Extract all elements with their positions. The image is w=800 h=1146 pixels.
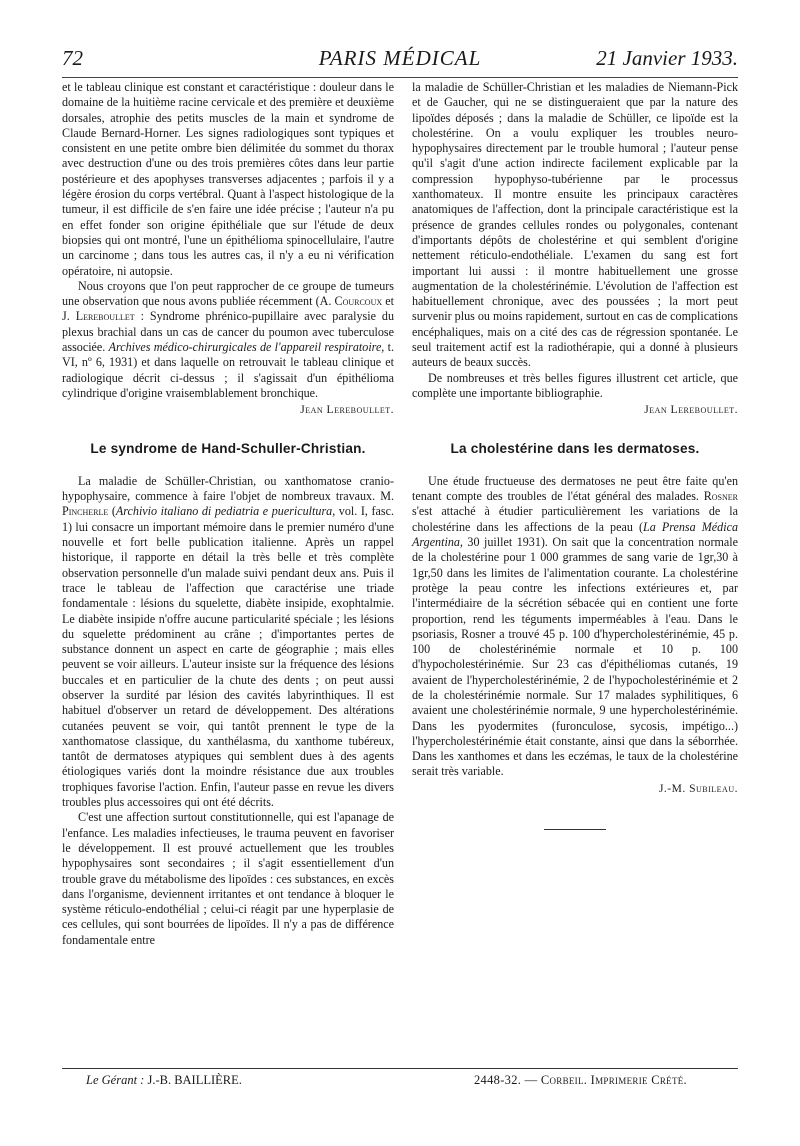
author-name: Lereboullet xyxy=(75,309,135,324)
footer-gerant: Le Gérant : J.-B. BAILLIÈRE. xyxy=(86,1073,242,1087)
author-name: Courcoux xyxy=(334,294,383,309)
paragraph: La maladie de Schüller-Christian, ou xanthomatose cranio-hypophysaire, commence à faire l'objet de nombreux travaux. M. Pincherle (Archivio italiano di pediatria e puericultura, vol. I, fasc. 1) lui consacre un important mémoire dans le premier numéro d'une nouvelle et fort belle publication italienne. Après un rappel historique, il rapporte en détail la très belle et très complète observation personnelle d'un malade suivi pendant deux ans. Puis il trace le tableau de l'affection que caractérise une triade fondamentale : lésions du squelette, diabète insipide, exophtalmie. Le diabète insipide n'offre aucune particularité spéciale ; les lésions du squelette prédominent au crâne ; d'importantes pertes de substance donnent un aspect en carte de géographie ; mais elles peuvent se voir ailleurs. L'auteur insiste sur la fréquence des lésions buccales et en particulier de la chute des dents ; on peut aussi observer la surdité par lésion des cavités labyrinthiques. Il est habituel d'observer un retard de développement. Des altérations cutanées peuvent se voir, qui tantôt prennent le type de la xanthomatose classique, du xanthélasma, du xanthome tubéreux, tantôt de dermatoses atypiques qui semblent dues à des agents étiologiques variés dont la moindre résistance due aux troubles trophiques favorise l'action. Enfin, l'auteur passe en revue les divers troubles plus accessoires qui ont été décrits. xyxy=(62,473,394,810)
journal-title: PARIS MÉDICAL xyxy=(318,46,482,70)
author-name: Pincherle xyxy=(62,504,109,519)
left-column xyxy=(62,80,394,948)
footer-printer: 2448-32. — Corbeil. Imprimerie Crété. xyxy=(474,1073,687,1087)
page-number: 72 xyxy=(62,46,83,70)
paragraph: Une étude fructueuse des dermatoses ne peut être faite qu'en tenant compte des troubles de l'état général des malades. Rosner s'est attaché à étudier particulièrement les variations de la cholestérine dans les affections de la peau (La Prensa Médica Argentina, 30 juillet 1931). On sait que la concentration normale de la cholestérine pour 1 000 grammes de sang varie de 1gr,30 à 1gr,50 dans les limites de l'alimentation courante. La cholestérine protège la peau contre les infections extérieures et, par l'intermédiaire de la sécrétion sébacée qui en contient une forte proportion, rend les téguments imperméables à l'eau. Dans le psoriasis, Rosner a trouvé 45 p. 100 d'hypercholestérinémie, 45 p. 100 de cholestérinémie normale et 10 p. 100 d'hypocholestérinémie. Sur 23 cas d'épithéliomas cutanés, 19 avaient de l'hypercholestérinémie, 2 de l'hypocholestérinémie et 2 de la cholestérinémie normale. Sur 17 malades syphilitiques, 6 avaient une cholestérinémie normale, 9 une hypercholestérinémie. Dans les pyodermites (furonculose, sycosis, impétigo...) l'hypercholestérinémie était constante, ainsi que dans la séborrhée. Dans les xanthomes et dans les eczémas, le taux de la cholestérine serait très variable. xyxy=(412,473,738,779)
paragraph: C'est une affection surtout constitutionnelle, qui est l'apanage de l'enfance. Les maladies infectieuses, le trauma peuvent en favoriser le développement. Il est prouvé actuellement que les troubles hypophysaires sont secondaires ; il s'agit essentiellement d'un trouble grave du métabolisme des lipoïdes : ces substances, en excès dans l'organisme, deviennent irritantes et ont tendance à bloquer le système réticulo-endothélial ; celui-ci réagit par une hyperplasie de ces cellules, qui sont bourrées de lipoïdes. Il n'y a pas de différence fondamentale entre xyxy=(62,810,394,947)
issue-date: 21 Janvier 1933. xyxy=(596,46,738,70)
signature: Jean Lereboullet. xyxy=(300,404,394,417)
section-end-rule xyxy=(544,829,606,830)
author-name: Rosner xyxy=(703,489,738,504)
paragraph: De nombreuses et très belles figures illustrent cet article, que complète une importante bibliographie. xyxy=(412,370,738,400)
journal-citation: Archives médico-chirurgicales de l'appareil respiratoire, xyxy=(108,340,385,355)
right-column xyxy=(412,80,738,830)
section-heading: Le syndrome de Hand-Schuller-Christian. xyxy=(90,440,366,456)
footer-rule xyxy=(62,1068,738,1069)
paragraph: Nous croyons que l'on peut rapprocher de ce groupe de tumeurs une observation que nous avons publiée récemment (A. Courcoux et J. Lereboullet : Syndrome phrénico-pupillaire avec paralysie du plexus brachial dans un cas de cancer du poumon avec tuberculose associée. Archives médico-chirurgicales de l'appareil respiratoire, t. VI, nº 6, 1931) et dans laquelle on retrouvait le tableau clinique et radiologique décrit ci-dessus ; il s'agissait d'un épithélioma cylindrique d'origine vraisemblablement bronchique. xyxy=(62,278,394,400)
journal-citation: Archivio italiano di pediatria e puericultura, xyxy=(115,504,336,519)
paragraph: la maladie de Schüller-Christian et les maladies de Niemann-Pick et de Gaucher, qui ne se distingueraient que par la nature des lipoïdes déposés ; dans la maladie de Schüller, ce lipoïde est la cholestérine. On a voulu expliquer les troubles neuro-hypophysaires directement par le trouble humoral ; l'auteur pense qu'il s'agit d'une action indirecte facilement explicable par la compression hypophyso-tubérienne par le processus xanthomateux. Il montre ensuite les principaux caractères anatomiques de l'affection, dont la principale caractéristique est la présence de grandes cellules rondes ou polygonales, contenant d'importants dépôts de cholestérine et qui semblent d'origine nettement réticulo-endothéliale. L'examen du sang est fort important lui aussi : il montre habituellement une grosse augmentation de la cholestérinémie. L'évolution de l'affection est habituellement chronique, avec des poussées ; la mort peut survenir plus ou moins rapidement, surtout en cas de complications encéphaliques, mais on a cité des cas de régression spontanée. Le seul traitement actif est la radiothérapie, qui a donné à plusieurs auteurs de beaux succès. xyxy=(412,80,738,370)
signature: J.-M. Subileau. xyxy=(658,782,738,795)
header-rule xyxy=(62,77,738,78)
journal-citation: La Prensa Médica Argentina, xyxy=(412,519,738,550)
signature: Jean Lereboullet. xyxy=(644,404,738,417)
running-header xyxy=(62,44,738,74)
section-heading: La cholestérine dans les dermatoses. xyxy=(450,440,700,456)
paragraph: et le tableau clinique est constant et caractéristique : douleur dans le domaine de la huitième racine cervicale et des première et deuxième dorsales, atrophie des petits muscles de la main et syndrome de Claude Bernard-Horner. Les signes radiologiques sont typiques et consistent en une petite ombre bien délimitée du sommet du thorax avec destruction d'une ou des trois premières côtes dans leur partie postérieure et des apophyses transverses adjacentes ; parfois il y a légère érosion du corps vertébral. Quant à l'aspect histologique de la tumeur, il est difficile de s'en faire une idée précise ; l'auteur n'a pu en effet fonder son origine épithéliale que sur l'étude de deux biopsies qui ont montré, l'une un épithélioma spinocellulaire, l'autre un carcinome ; dans tous les autres cas, il n'y a eu ni vérification opératoire, ni autopsie. xyxy=(62,80,394,278)
